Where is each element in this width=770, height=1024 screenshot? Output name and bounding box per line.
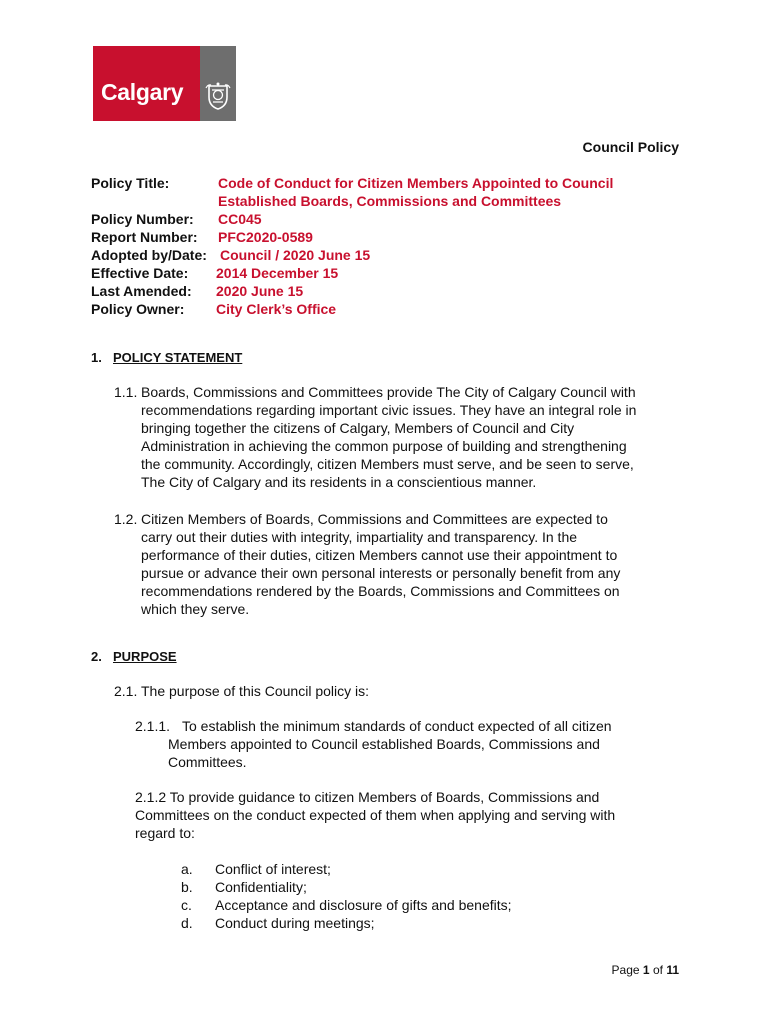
section-heading-purpose	[91, 649, 177, 664]
meta-label: Policy Title:	[91, 175, 170, 191]
text-line: The purpose of this Council policy is:	[141, 683, 369, 699]
text-line: regard to:	[135, 825, 195, 841]
meta-value: Council / 2020 June 15	[220, 247, 371, 263]
list-letter: b.	[181, 879, 193, 895]
text-line: bringing together the citizens of Calgary, Members of Council and City	[141, 420, 575, 436]
section-title: POLICY STATEMENT	[113, 350, 243, 365]
logo-wordmark-block	[93, 46, 200, 121]
paragraph-2-1-1	[135, 717, 695, 773]
list-text: Confidentiality;	[215, 879, 307, 895]
list-text: Conduct during meetings;	[215, 915, 375, 931]
meta-label: Policy Owner:	[91, 301, 185, 317]
list-item	[181, 860, 331, 878]
paragraph-2-1	[114, 682, 694, 702]
list-text: Acceptance and disclosure of gifts and benefits;	[215, 897, 512, 913]
section-title: PURPOSE	[113, 649, 177, 664]
meta-value: Code of Conduct for Citizen Members Appointed to Council	[218, 175, 614, 191]
paragraph-number: 1.1.	[114, 384, 138, 400]
meta-label: Adopted by/Date:	[91, 247, 207, 263]
text-line: recommendations regarding important civic issues. They have an integral role in	[141, 402, 637, 418]
page-total: 11	[666, 963, 679, 977]
text-line: carry out their duties with integrity, impartiality and transparency. In the	[141, 529, 578, 545]
text-line: The City of Calgary and its residents in a conscientious manner.	[141, 474, 537, 490]
meta-label: Report Number:	[91, 229, 198, 245]
text-line: which they serve.	[141, 601, 250, 617]
list-text: Conflict of interest;	[215, 861, 331, 877]
section-heading-policy-statement	[91, 350, 242, 365]
text-line: Members appointed to Council established Boards, Commissions and	[168, 736, 600, 752]
document-type: Council Policy	[582, 139, 679, 155]
text-line: To establish the minimum standards of conduct expected of all citizen	[182, 718, 612, 734]
meta-label: Effective Date:	[91, 265, 189, 281]
meta-label: Policy Number:	[91, 211, 194, 227]
text-line: the community. Accordingly, citizen Members must serve, and be seen to serve,	[141, 456, 634, 472]
page-number: 1	[642, 963, 650, 977]
meta-value: Established Boards, Commissions and Committees	[218, 193, 562, 209]
calgary-logo	[93, 46, 236, 121]
of-word: of	[652, 963, 663, 977]
meta-value: PFC2020-0589	[218, 229, 313, 245]
logo-wordmark: Calgary	[101, 79, 184, 105]
text-line: Boards, Commissions and Committees provide The City of Calgary Council with	[141, 384, 636, 400]
list-item	[181, 878, 307, 896]
text-line: Administration in achieving the common purpose of building and strengthening	[141, 438, 627, 454]
paragraph-number: 2.1.	[114, 683, 138, 699]
list-letter: a.	[181, 861, 193, 877]
meta-value: CC045	[218, 211, 262, 227]
text-line: 2.1.2 To provide guidance to citizen Members of Boards, Commissions and	[135, 789, 600, 805]
text-line: pursue or advance their own personal interests or personally benefit from any	[141, 565, 621, 581]
text-line: Committees.	[168, 754, 247, 770]
text-line: recommendations rendered by the Boards, Commissions and Committees on	[141, 583, 620, 599]
meta-label: Last Amended:	[91, 283, 192, 299]
text-line: performance of their duties, citizen Members cannot use their appointment to	[141, 547, 618, 563]
paragraph-2-1-2	[135, 788, 695, 844]
logo-crest-block	[200, 46, 236, 121]
meta-value: City Clerk’s Office	[216, 301, 337, 317]
list-letter: d.	[181, 915, 193, 931]
list-letter: c.	[181, 897, 192, 913]
page-footer	[612, 963, 679, 977]
section-number: 1.	[91, 350, 102, 365]
page-word: Page	[611, 963, 640, 977]
text-line: Citizen Members of Boards, Commissions and Committees are expected to	[141, 511, 608, 527]
paragraph-1-1	[114, 383, 694, 493]
city-crest-icon	[205, 82, 231, 110]
meta-value: 2020 June 15	[216, 283, 304, 299]
section-number: 2.	[91, 649, 102, 664]
list-item	[181, 896, 512, 914]
paragraph-number: 2.1.1.	[135, 718, 171, 734]
paragraph-1-2	[114, 510, 694, 620]
paragraph-number: 1.2.	[114, 511, 138, 527]
meta-value: 2014 December 15	[216, 265, 339, 281]
text-line: Committees on the conduct expected of them when applying and serving with	[135, 807, 616, 823]
list-item	[181, 914, 375, 932]
